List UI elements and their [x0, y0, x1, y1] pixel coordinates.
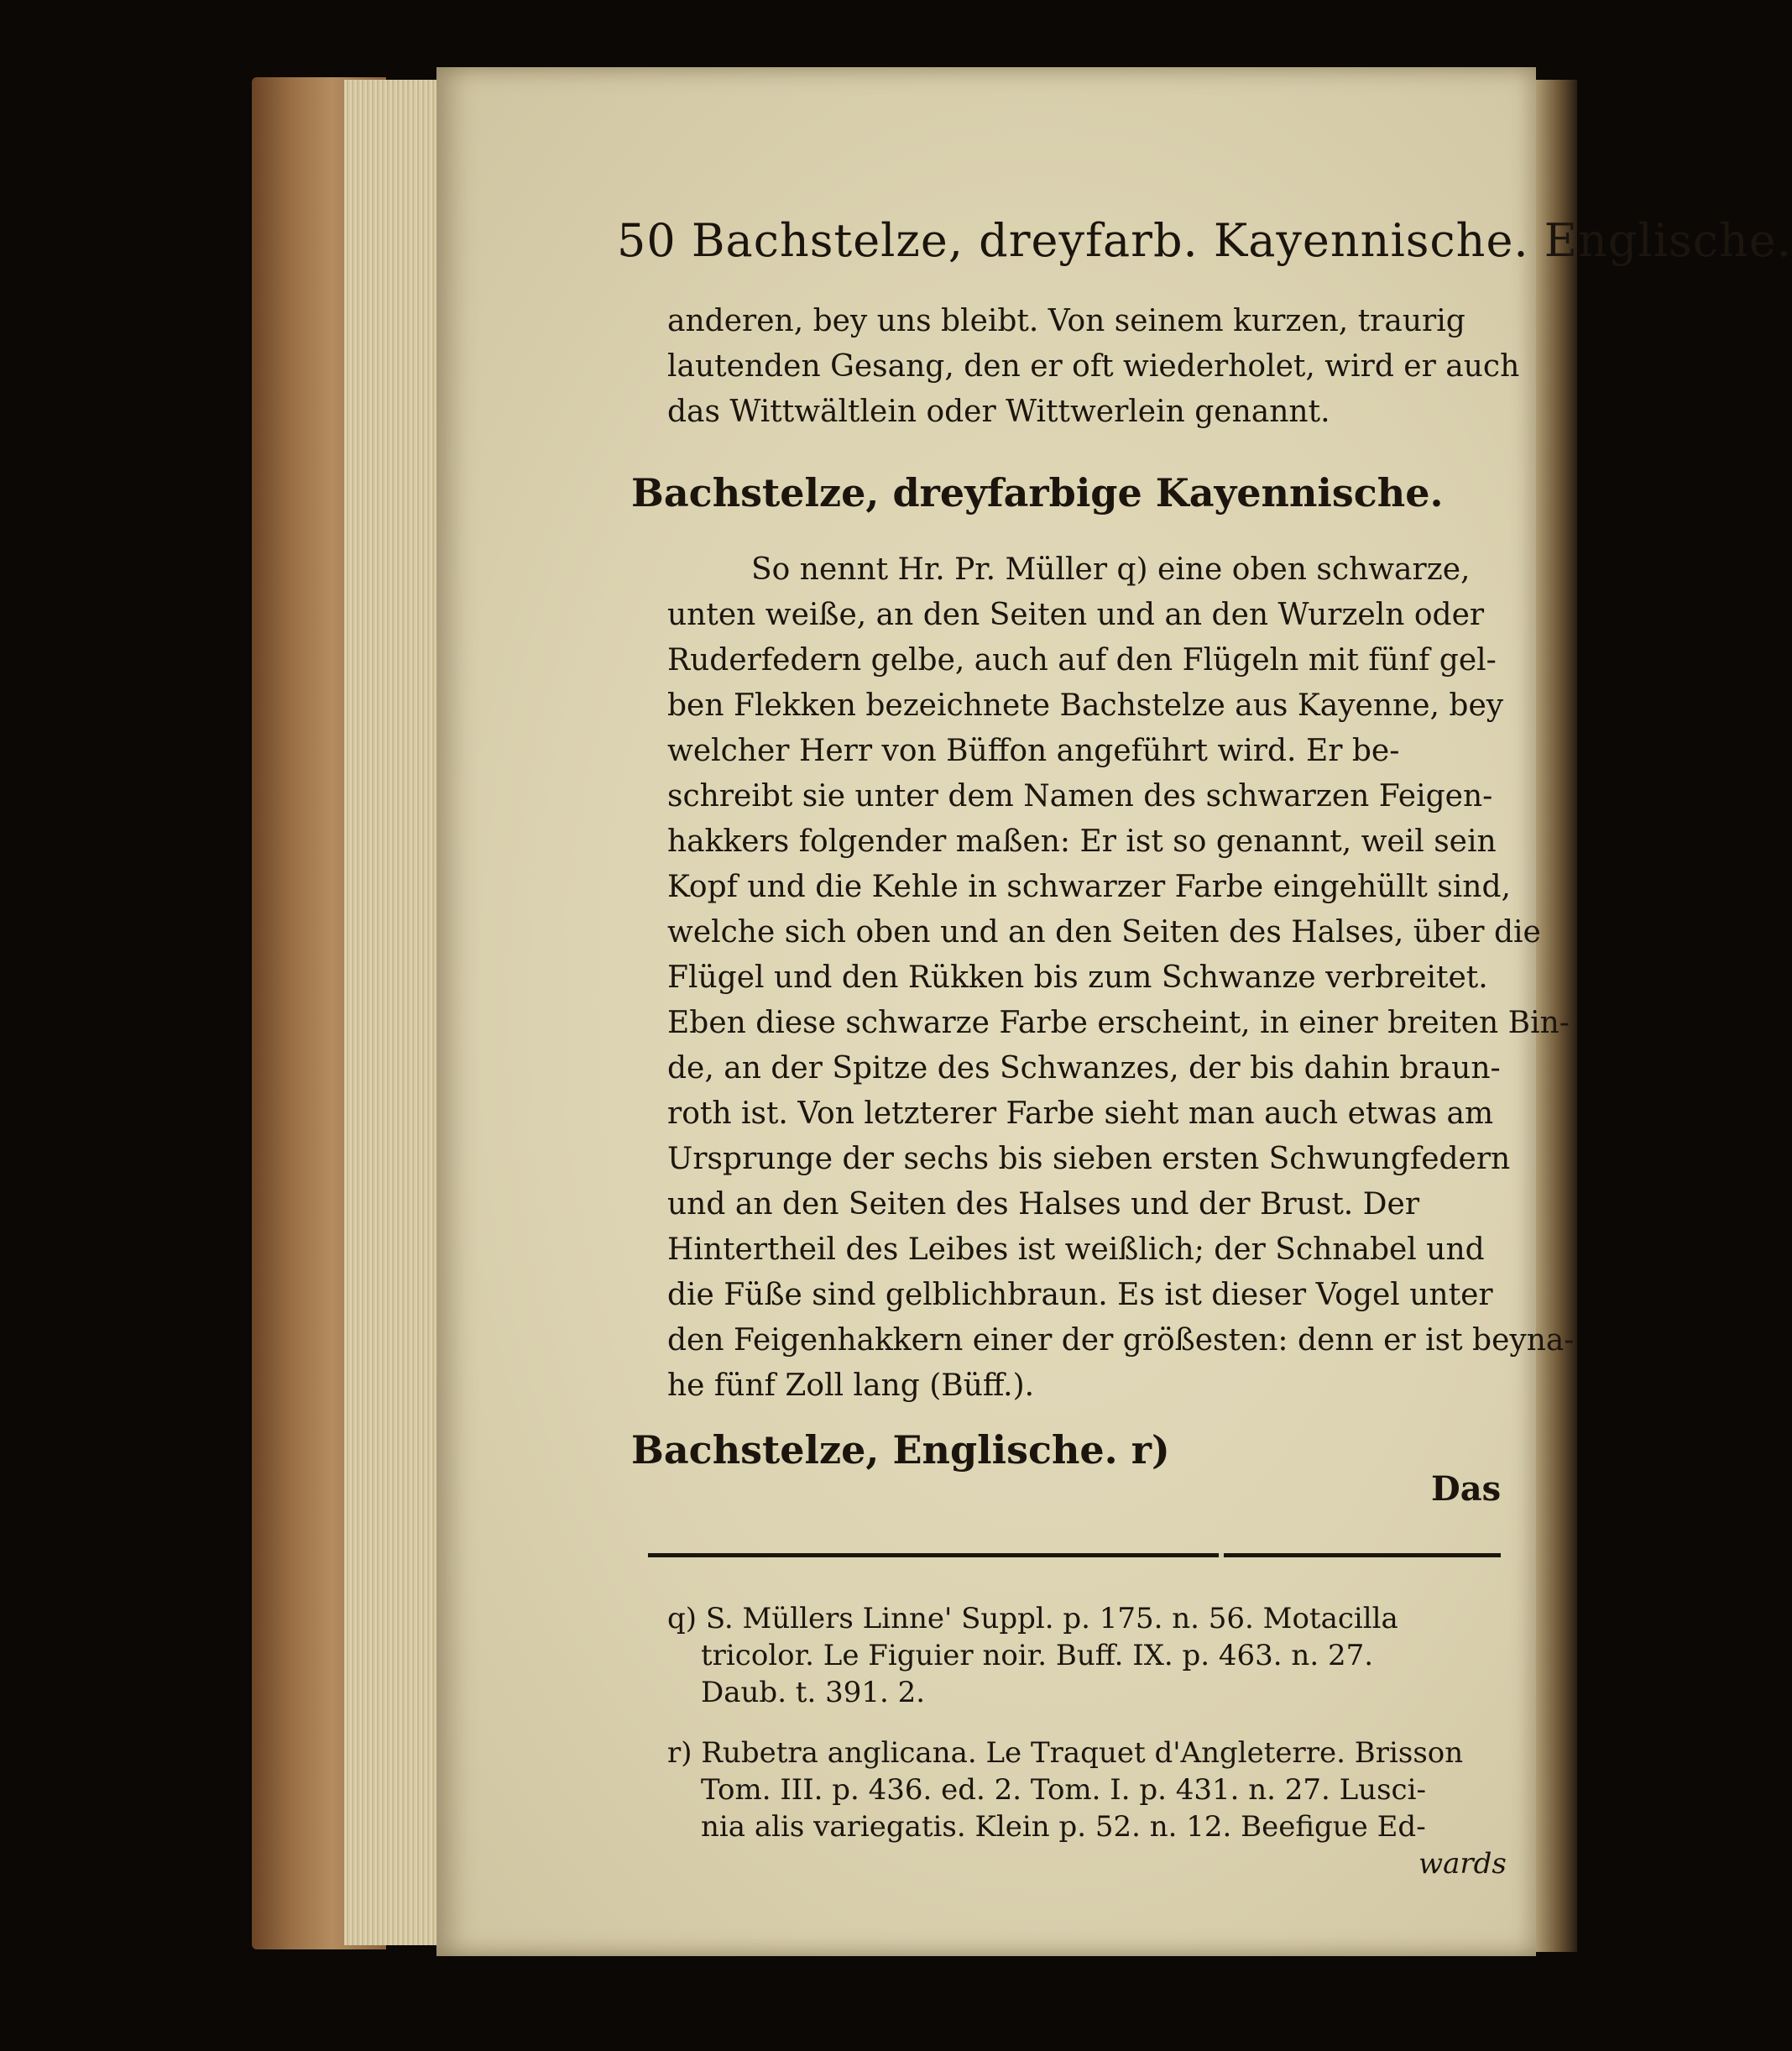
body-line: Flügel und den Rükken bis zum Schwanze verbreitet. [667, 960, 1488, 995]
page-edges [344, 80, 436, 1945]
running-header: 50 Bachstelze, dreyfarb. Kayennische. Englische. [617, 214, 1792, 267]
catchword: Das [1431, 1469, 1502, 1509]
body-line: ben Flekken bezeichnete Bachstelze aus Kayenne, bey [667, 688, 1504, 723]
body-line: welche sich oben und an den Seiten des Halses, über die [667, 915, 1541, 950]
body-line: Ursprunge der sechs bis sieben ersten Schwungfedern [667, 1142, 1511, 1176]
body-line: Eben diese schwarze Farbe erscheint, in einer breiten Bin- [667, 1006, 1570, 1040]
body-line: Ruderfedern gelbe, auch auf den Flügeln mit fünf gel- [667, 643, 1497, 678]
body-line: welcher Herr von Büffon angeführt wird. Er be- [667, 734, 1400, 768]
section-heading: Bachstelze, dreyfarbige Kayennische. [631, 470, 1444, 515]
body-line: lautenden Gesang, den er oft wiederholet, wird er auch [667, 349, 1520, 384]
body-line: So nennt Hr. Pr. Müller q) eine oben schwarze, [751, 552, 1471, 587]
body-line: das Wittwältlein oder Wittwerlein genannt. [667, 395, 1330, 429]
body-line: Hintertheil des Leibes ist weißlich; der Schnabel und [667, 1232, 1485, 1267]
body-line: den Feigenhakkern einer der größesten: denn er ist beyna- [667, 1323, 1575, 1358]
footnote-line: wards [1418, 1847, 1507, 1881]
footnote-line: Tom. III. p. 436. ed. 2. Tom. I. p. 431. n. 27. Lusci- [701, 1773, 1426, 1807]
footnote-line: tricolor. Le Figuier noir. Buff. IX. p. 463. n. 27. [701, 1639, 1374, 1672]
footnote-line: q) S. Müllers Linne' Suppl. p. 175. n. 56. Motacilla [667, 1602, 1398, 1635]
section-heading: Bachstelze, Englische. r) [631, 1427, 1170, 1473]
body-line: und an den Seiten des Halses und der Brust. Der [667, 1187, 1420, 1222]
body-line: roth ist. Von letzterer Farbe sieht man auch etwas am [667, 1096, 1494, 1131]
footnote-rule-segment [1219, 1553, 1501, 1557]
body-line: de, an der Spitze des Schwanzes, der bis dahin braun- [667, 1051, 1501, 1086]
body-line: Kopf und die Kehle in schwarzer Farbe eingehüllt sind, [667, 870, 1511, 904]
body-line: schreibt sie unter dem Namen des schwarzen Feigen- [667, 779, 1493, 814]
footnote-line: nia alis variegatis. Klein p. 52. n. 12. Beefigue Ed- [701, 1810, 1426, 1844]
footnote-line: Daub. t. 391. 2. [701, 1676, 926, 1709]
body-line: anderen, bey uns bleibt. Von seinem kurzen, traurig [667, 304, 1465, 338]
footnote-line: r) Rubetra anglicana. Le Traquet d'Angleterre. Brisson [667, 1736, 1464, 1770]
body-line: unten weiße, an den Seiten und an den Wurzeln oder [667, 598, 1485, 632]
body-line: hakkers folgender maßen: Er ist so genannt, weil sein [667, 824, 1497, 859]
body-line: he fünf Zoll lang (Büff.). [667, 1368, 1035, 1403]
body-line: die Füße sind gelblichbraun. Es ist dieser Vogel unter [667, 1278, 1493, 1312]
